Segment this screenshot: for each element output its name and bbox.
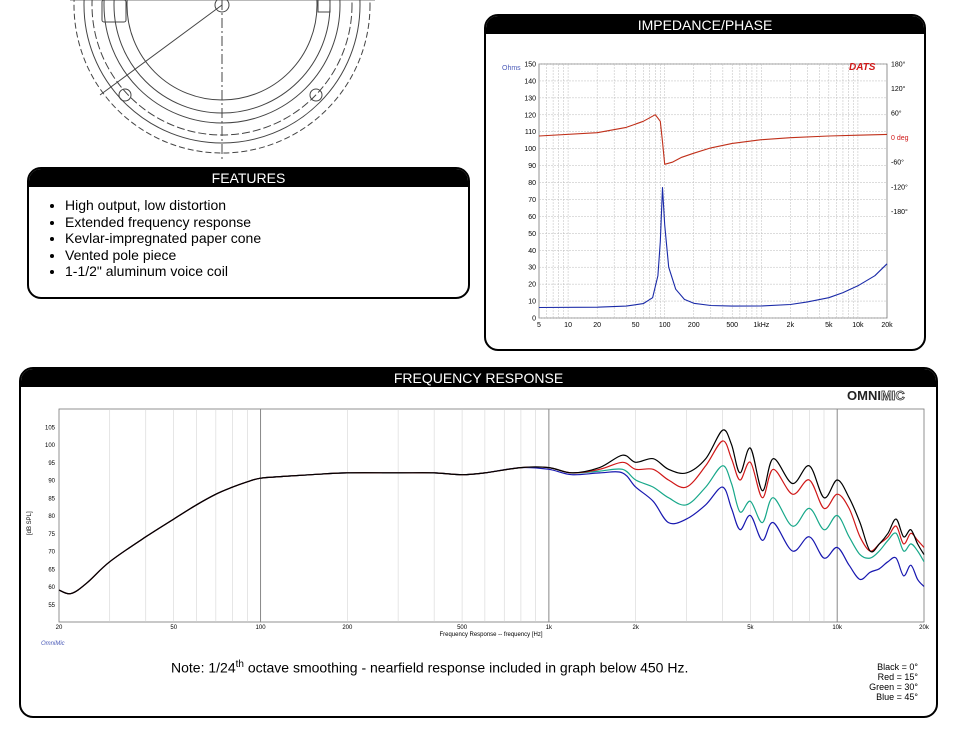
frequency-x-tick-label: 50 <box>170 625 178 631</box>
frequency-y-label: [dB SPL] <box>27 511 33 535</box>
features-panel <box>27 167 470 299</box>
impedance-phase-tick-label: -180° <box>891 208 908 216</box>
features-list <box>29 197 468 280</box>
svg-text:OMNIMIC <box>847 388 905 403</box>
omnimic-brand-a: OMNI <box>847 388 881 403</box>
impedance-plot-area <box>539 64 887 318</box>
impedance-x-tick-label: 20 <box>593 322 602 329</box>
impedance-x-tick-label: 10k <box>852 322 864 329</box>
impedance-y-tick-label: 140 <box>524 78 536 86</box>
note-text-end: octave smoothing - nearfield response included in graph below 450 Hz. <box>243 659 689 676</box>
legend-entry-blue: Blue = 45° <box>876 692 918 702</box>
impedance-phase-tick-label: 120° <box>891 86 906 94</box>
impedance-x-tick-label: 200 <box>687 322 700 329</box>
impedance-y-tick-label: 120 <box>524 112 536 120</box>
frequency-y-tick-label: 65 <box>48 567 55 574</box>
features-title: FEATURES <box>29 169 468 187</box>
frequency-title: FREQUENCY RESPONSE <box>21 369 936 387</box>
frequency-y-tick-label: 100 <box>44 443 55 449</box>
impedance-x-tick-label: 5k <box>825 322 833 329</box>
impedance-chart <box>486 34 924 349</box>
omnimic-watermark: OmniMic <box>41 641 65 647</box>
feature-item: • 1-1/2" aluminum voice coil <box>65 263 468 280</box>
frequency-x-tick-label: 20k <box>919 625 929 631</box>
impedance-left-unit: Ohms <box>502 65 521 72</box>
frequency-x-tick-label: 100 <box>255 625 266 631</box>
frequency-y-tick-label: 80 <box>48 514 55 520</box>
impedance-y-tick-label: 150 <box>524 61 536 69</box>
legend-entry-red: Red = 15° <box>877 672 918 682</box>
impedance-y-tick-label: 110 <box>524 129 536 137</box>
impedance-y-tick-label: 70 <box>528 196 536 204</box>
impedance-y-tick-label: 90 <box>528 163 536 171</box>
impedance-y-tick-label: 0 <box>532 315 536 323</box>
impedance-y-tick-label: 20 <box>528 281 536 289</box>
impedance-x-tick-label: 500 <box>726 322 739 329</box>
impedance-phase-tick-label: 0 deg <box>891 135 909 143</box>
frequency-y-tick-label: 105 <box>44 425 55 432</box>
feature-item: • Vented pole piece <box>65 247 468 264</box>
frequency-y-tick-label: 75 <box>48 531 55 538</box>
impedance-phase-tick-label: -120° <box>891 184 908 192</box>
frequency-y-tick-label: 60 <box>48 585 55 591</box>
feature-item: • Extended frequency response <box>65 214 468 231</box>
frequency-x-tick-label: 2k <box>632 625 639 631</box>
frequency-x-label: Frequency Response -- frequency [Hz] <box>439 632 543 638</box>
impedance-x-tick-label: 5 <box>537 322 541 329</box>
note-superscript: th <box>235 659 244 670</box>
feature-item: • Kevlar-impregnated paper cone <box>65 230 468 247</box>
impedance-x-tick-label: 1kHz <box>753 322 770 329</box>
impedance-y-tick-label: 100 <box>524 146 536 154</box>
frequency-x-tick-label: 20 <box>55 625 63 631</box>
impedance-x-tick-label: 50 <box>631 322 640 329</box>
impedance-y-tick-label: 60 <box>528 213 536 221</box>
impedance-y-tick-label: 10 <box>528 298 536 306</box>
impedance-x-tick-label: 2k <box>786 322 795 329</box>
frequency-x-tick-label: 5k <box>747 625 754 631</box>
impedance-brand: DATS <box>849 62 876 73</box>
smoothing-note <box>171 659 688 676</box>
frequency-x-tick-label: 500 <box>457 625 468 631</box>
frequency-y-tick-label: 55 <box>48 602 55 609</box>
impedance-y-tick-label: 50 <box>528 230 536 238</box>
frequency-y-tick-label: 95 <box>48 460 55 467</box>
impedance-phase-tick-label: -60° <box>891 159 904 167</box>
impedance-x-tick-label: 20k <box>881 322 893 329</box>
frequency-x-tick-label: 10k <box>832 625 843 631</box>
legend-entry-green: Green = 30° <box>869 682 918 692</box>
frequency-x-tick-label: 200 <box>342 625 353 631</box>
frequency-plot-area <box>59 409 924 622</box>
legend-entry-black: Black = 0° <box>877 662 918 672</box>
impedance-y-tick-label: 40 <box>528 247 536 255</box>
impedance-panel <box>484 14 926 351</box>
impedance-phase-tick-label: 180° <box>891 61 906 69</box>
impedance-title: IMPEDANCE/PHASE <box>486 16 924 34</box>
impedance-phase-tick-label: 60° <box>891 110 902 118</box>
impedance-y-tick-label: 80 <box>528 180 536 188</box>
impedance-x-tick-label: 10 <box>564 322 572 329</box>
impedance-x-tick-label: 100 <box>658 322 671 329</box>
frequency-response-panel <box>19 367 938 718</box>
note-text-start: Note: 1/24 <box>171 659 236 676</box>
frequency-x-tick-label: 1k <box>545 625 553 631</box>
frequency-chart <box>21 387 936 657</box>
speaker-frame-drawing <box>0 0 480 160</box>
frequency-y-tick-label: 85 <box>48 496 55 503</box>
impedance-y-tick-label: 30 <box>528 264 536 272</box>
frequency-y-tick-label: 70 <box>48 549 55 556</box>
angle-legend <box>869 662 918 702</box>
feature-item: • High output, low distortion <box>65 197 468 214</box>
omnimic-brand-b: MIC <box>880 388 905 403</box>
impedance-y-tick-label: 130 <box>524 95 536 103</box>
frequency-y-tick-label: 90 <box>48 478 55 485</box>
